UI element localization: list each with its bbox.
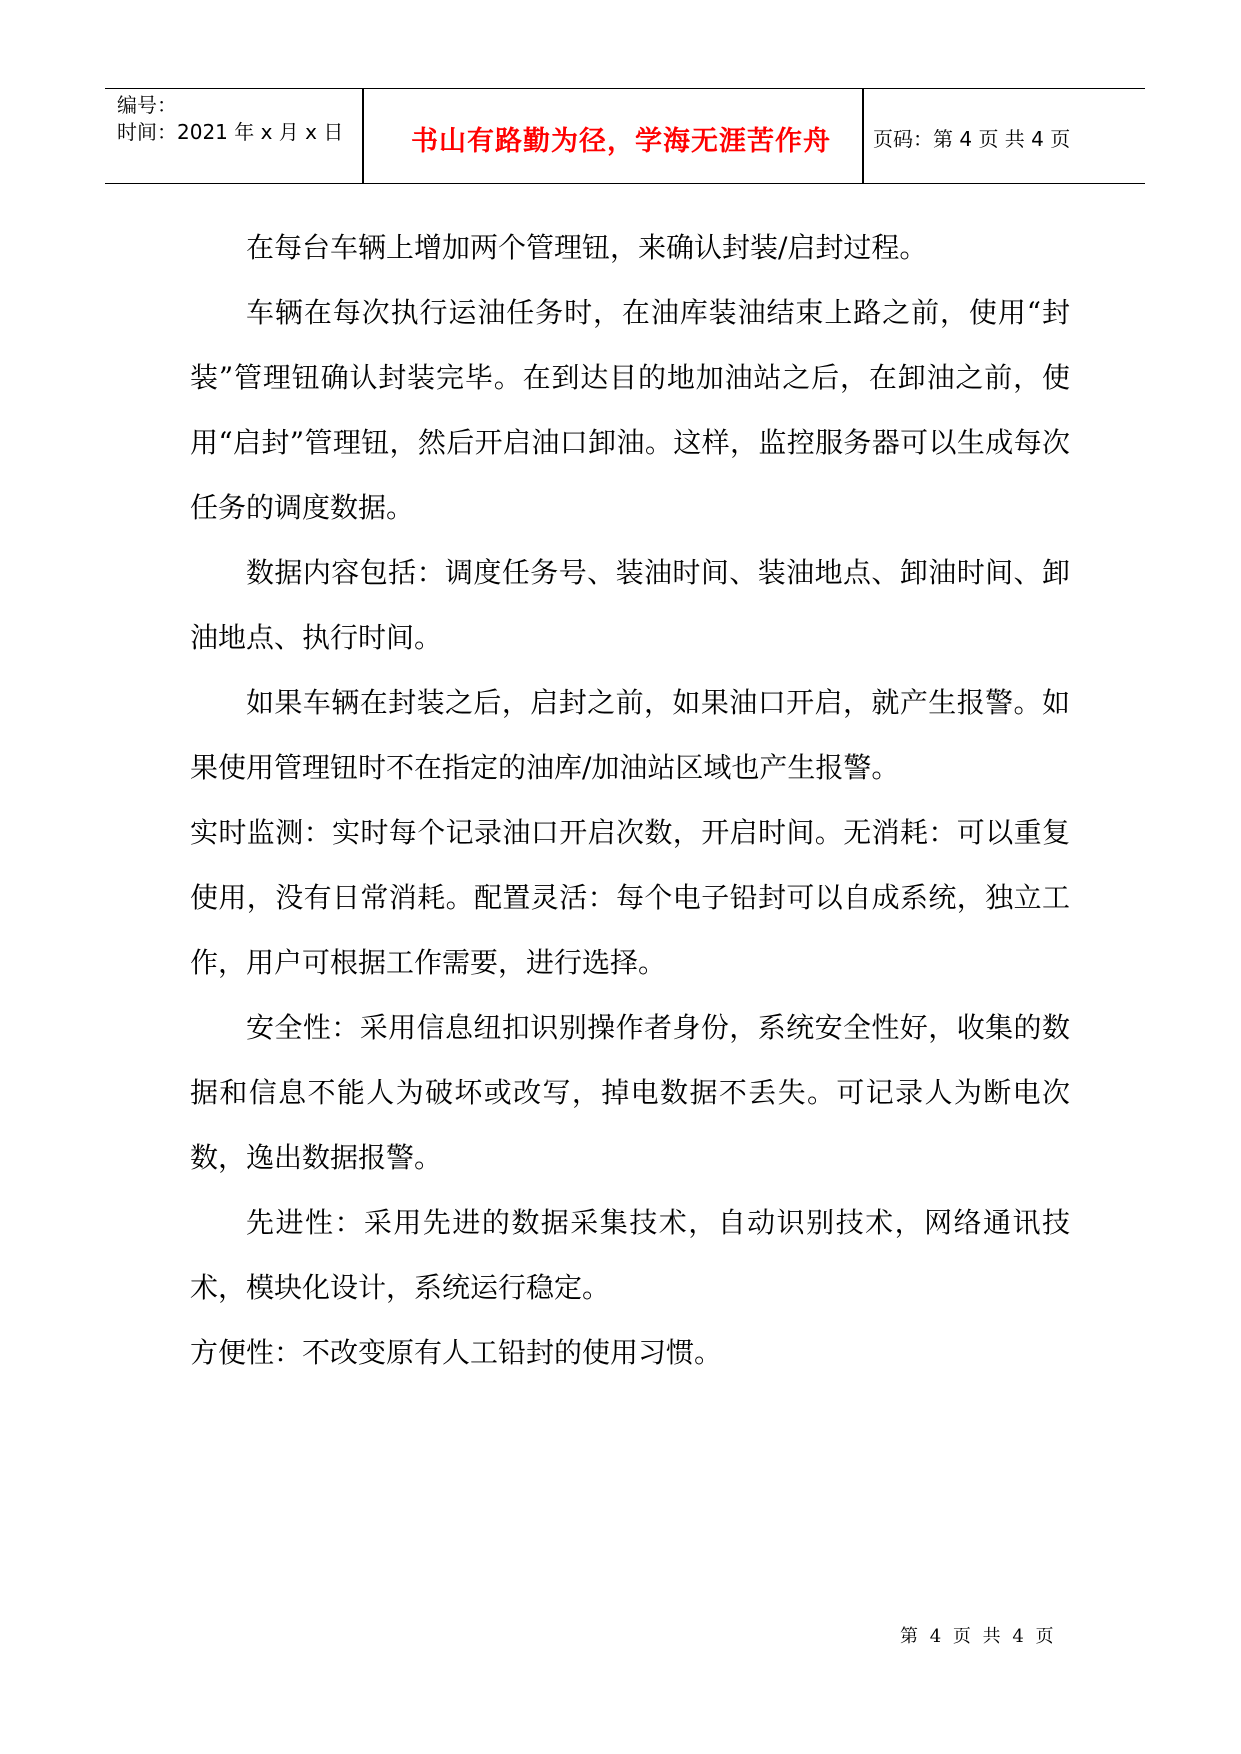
paragraph-data-content: 数据内容包括：调度任务号、装油时间、装油地点、卸油时间、卸油地点、执行时间。 [190, 556, 1070, 654]
header-divider-left [362, 89, 364, 183]
serial-number-label: 编号： [117, 93, 177, 117]
header-meta [117, 92, 343, 146]
header-motto: 书山有路勤为径，学海无涯苦作舟 [411, 126, 831, 157]
header-page-number: 页码：第 4 页 共 4 页 [873, 127, 1071, 151]
paragraph-convenience: 方便性：不改变原有人工铅封的使用习惯。 [190, 1336, 723, 1369]
date-label: 时间：2021 年 x 月 x 日 [117, 120, 344, 144]
paragraph-alarm: 如果车辆在封装之后，启封之前，如果油口开启，就产生报警。如果使用管理钮时不在指定的油库/加油站区域也产生报警。 [190, 686, 1070, 784]
page-footer: 第 4 页 共 4 页 [900, 1626, 1057, 1647]
header-divider-right [862, 89, 864, 183]
paragraph-seal-buttons: 在每台车辆上增加两个管理钮，来确认封装/启封过程。 [246, 231, 928, 264]
paragraph-realtime-monitoring: 实时监测：实时每个记录油口开启次数，开启时间。无消耗：可以重复使用，没有日常消耗。配置灵活：每个电子铅封可以自成系统，独立工作，用户可根据工作需要，进行选择。 [190, 816, 1070, 979]
document-body [190, 215, 1070, 1385]
paragraph-advanced: 先进性：采用先进的数据采集技术，自动识别技术，网络通讯技术，模块化设计，系统运行稳定。 [190, 1206, 1070, 1304]
paragraph-security: 安全性：采用信息纽扣识别操作者身份，系统安全性好，收集的数据和信息不能人为破坏或改写，掉电数据不丢失。可记录人为断电次数，逸出数据报警。 [190, 1011, 1070, 1174]
page-header [105, 88, 1145, 184]
paragraph-seal-process: 车辆在每次执行运油任务时，在油库装油结束上路之前，使用“封装”管理钮确认封装完毕。在到达目的地加油站之后，在卸油之前，使用“启封”管理钮，然后开启油口卸油。这样，监控服务器可以生成每次任务的调度数据。 [190, 296, 1070, 524]
